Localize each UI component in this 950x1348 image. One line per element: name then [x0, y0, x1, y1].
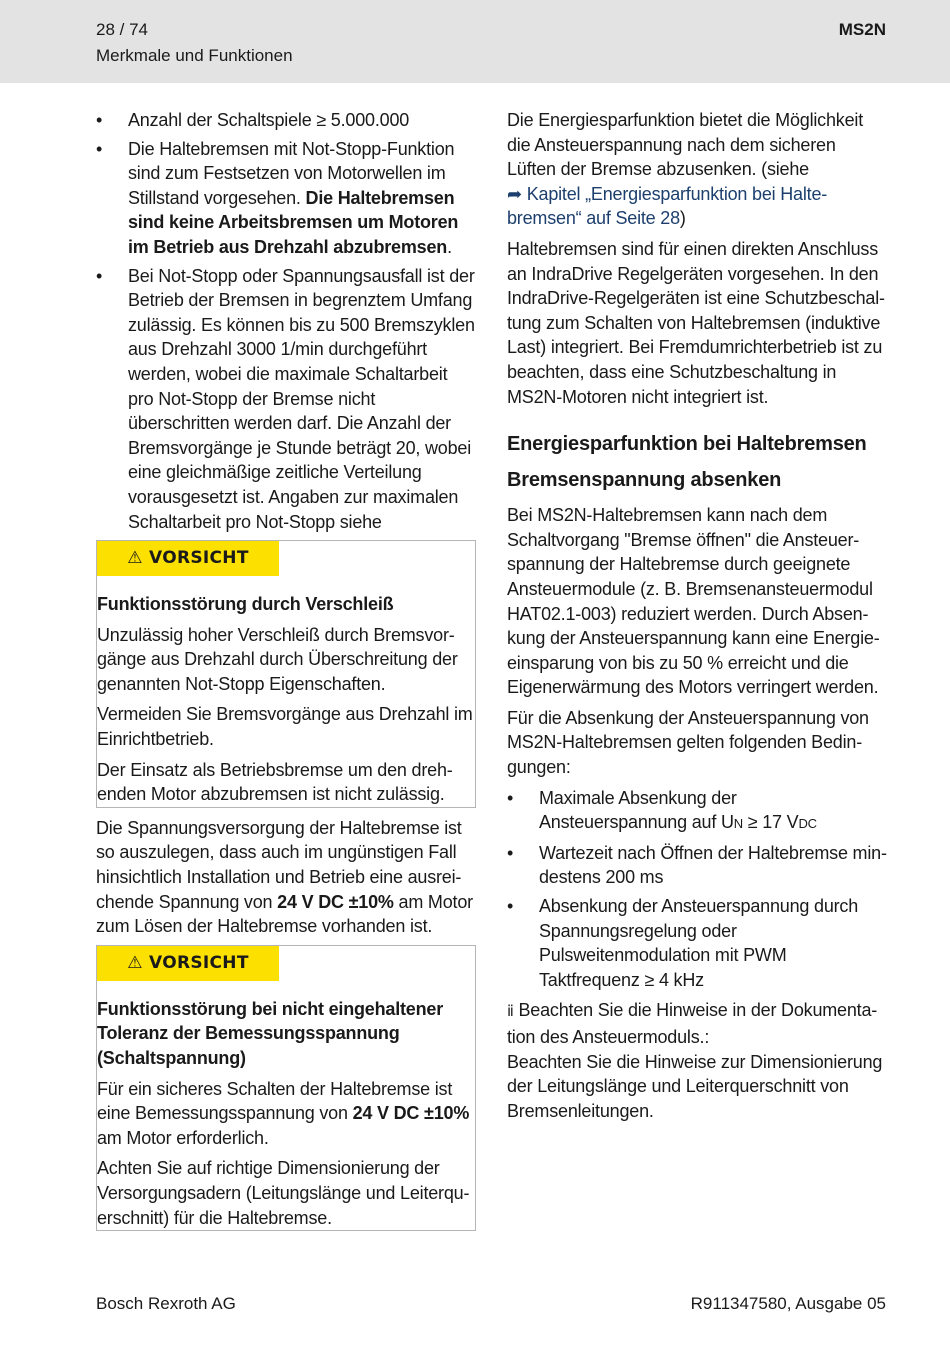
conditions-list — [507, 786, 887, 993]
link-arrow-icon: ➦ — [507, 183, 522, 204]
energy-intro-text: Die Energiesparfunktion bietet die Möglichkeit die Ansteuerspannung nach dem sicheren Lüften der Bremse abzusenken. (siehe — [507, 110, 864, 180]
subscript-dc: DC — [798, 816, 817, 832]
list-item — [96, 137, 476, 260]
bullet-icon: • — [507, 842, 514, 863]
info-note-icon: ⅱ — [507, 1003, 514, 1021]
list-item — [507, 841, 887, 890]
list-item-text: Die Haltebremsen mit Not-Stopp-Funktion sind zum Festsetzen von Motorwellen im Stillstand vorgesehen. — [128, 138, 455, 208]
bullet-icon: • — [96, 110, 103, 130]
warning-text-end: am Motor erforderlich. — [97, 1127, 269, 1148]
list-item-text: Maximale Absenkung der Ansteuerspannung auf U — [539, 787, 737, 833]
right-column — [507, 108, 887, 1123]
chapter-link[interactable] — [507, 184, 827, 229]
supply-paragraph — [96, 816, 476, 939]
warning-title: Funktionsstörung durch Verschleiß — [97, 594, 394, 615]
footer-doc-id: R911347580, Ausgabe 05 — [690, 1294, 886, 1313]
ms2n-paragraph: Bei MS2N-Haltebremsen kann nach dem Schaltvorgang "Bremse öffnen" die Ansteuerspannung der Haltebremse durch geeignete Ansteuermodule (z. B. Bremsenansteuermodul HAT02.1-003) reduziert werden. Durch Absenkung der Ansteuerspannung kann eine Energieeinsparung von bis zu 50 % erreicht und die Eigenerwärmung des Motors verringert werden. — [507, 505, 880, 698]
list-item — [96, 108, 476, 133]
supply-voltage: 24 V DC ±10% — [277, 891, 394, 912]
supply-text: Die Spannungsversorgung der Haltebremse ist so auszulegen, dass auch im ungünstigen Fall hinsichtlich Installation und Betrieb eine ausreichende Spannung von — [96, 817, 462, 912]
rated-voltage: 24 V DC ±10% — [352, 1103, 470, 1124]
list-item-text: Bei Not-Stopp oder Spannungsausfall ist der Betrieb der Bremsen in begrenztem Umfang zulässig. Es können bis zu 500 Bremszyklen aus Drehzahl 3000 1/min durchgeführt werden, wobei die maximale Schaltarbeit pro Not-Stopp der Bremse nicht überschritten werden darf. Die Anzahl der Bremsvorgänge je Stunde beträgt 20, wobei eine gleichmäßige zeitliche Verteilung vorausgesetzt ist. Angaben zur maximalen Schaltarbeit pro Not-Stopp siehe — [128, 265, 475, 532]
list-item-text-mid: ≥ 17 V — [742, 812, 799, 833]
warning-title: Funktionsstörung bei nicht eingehaltener Toleranz der Bemessungsspannung (Schaltspannung) — [97, 998, 444, 1068]
note-text: Beachten Sie die Hinweise in der Dokumentation des Ansteuermoduls.: — [507, 1000, 878, 1047]
left-column — [96, 108, 476, 1239]
bullet-icon: • — [507, 787, 514, 808]
indradrive-paragraph: Haltebremsen sind für einen direkten Anschluss an IndraDrive Regelgeräten vorgesehen. In den IndraDrive-Regelgeräten ist eine Schutzbeschaltung zum Schalten von Haltebremsen (induktive Last) integriert. Bei Fremdumrichterbetrieb ist zu beachten, dass eine Schutzbeschaltung in MS2N-Motoren nicht integriert ist. — [507, 238, 886, 407]
warning-paragraph: Der Einsatz als Betriebsbremse um den drehenden Motor abzubremsen ist nicht zulässig. — [97, 759, 453, 805]
section-heading-energy: Energiesparfunktion bei Haltebremsen — [507, 433, 867, 456]
list-item-text-end: . — [447, 236, 452, 257]
warning-label — [97, 541, 279, 576]
warning-box-tolerance — [96, 945, 476, 1231]
footer-company: Bosch Rexroth AG — [96, 1294, 236, 1313]
warning-triangle-icon: ⚠ — [127, 548, 143, 569]
list-item — [507, 894, 887, 992]
list-item-bold-text: Die Haltebremsen sind keine Arbeitsbremsen um Motoren im Betrieb aus Drehzahl abzubremsen — [128, 187, 459, 257]
bullet-icon: • — [96, 265, 103, 286]
warning-label-text: VORSICHT — [149, 952, 249, 973]
list-item — [507, 786, 887, 837]
bullet-icon: • — [507, 896, 514, 917]
list-item-text: Anzahl der Schaltspiele ≥ 5.000.000 — [128, 110, 410, 130]
warning-box-wear — [96, 540, 476, 808]
note-paragraph — [507, 998, 887, 1123]
conditions-paragraph: Für die Absenkung der Ansteuerspannung von MS2N-Haltebremsen gelten folgenden Bedingungen: — [507, 707, 869, 778]
link-close-paren: ) — [679, 208, 686, 229]
warning-paragraph — [97, 1077, 475, 1151]
chapter-link-text[interactable]: Kapitel „Energiesparfunktion bei Haltebremsen“ auf Seite 28 — [507, 183, 828, 229]
feature-list — [96, 108, 476, 534]
warning-label-text: VORSICHT — [149, 548, 249, 569]
warning-triangle-icon: ⚠ — [127, 952, 143, 973]
warning-label — [97, 946, 279, 981]
page-number: 28 / 74 — [96, 20, 148, 39]
product-name: MS2N — [838, 20, 886, 39]
supply-text-end: am Motor zum Lösen der Haltebremse vorhanden ist. — [96, 891, 473, 937]
subsection-heading-voltage: Bremsenspannung absenken — [507, 469, 782, 492]
list-item — [96, 264, 476, 535]
page-header — [0, 0, 950, 83]
warning-paragraph: Unzulässig hoher Verschleiß durch Bremsvorgänge aus Drehzahl durch Überschreitung der genannten Not-Stopp Eigenschaften. — [97, 624, 458, 694]
section-title: Merkmale und Funktionen — [96, 46, 293, 65]
note-text-2: Beachten Sie die Hinweise zur Dimensionierung der Leitungslänge und Leiterquerschnitt von Bremsenleitungen. — [507, 1051, 883, 1121]
warning-text: Für ein sicheres Schalten der Haltebremse ist eine Bemessungsspannung von — [97, 1078, 453, 1124]
list-item-text: Absenkung der Ansteuerspannung durch Spannungsregelung oder Pulsweitenmodulation mit PWM Taktfrequenz ≥ 4 kHz — [539, 896, 859, 990]
warning-paragraph: Achten Sie auf richtige Dimensionierung der Versorgungsadern (Leitungslänge und Leiterquerschnitt) für die Haltebremse. — [97, 1158, 470, 1228]
subscript-n: N — [733, 816, 743, 832]
bullet-icon: • — [96, 138, 103, 159]
list-item-text: Wartezeit nach Öffnen der Haltebremse mindestens 200 ms — [539, 842, 887, 888]
energy-intro-paragraph — [507, 108, 887, 231]
warning-paragraph: Vermeiden Sie Bremsvorgänge aus Drehzahl im Einrichtbetrieb. — [97, 704, 473, 750]
